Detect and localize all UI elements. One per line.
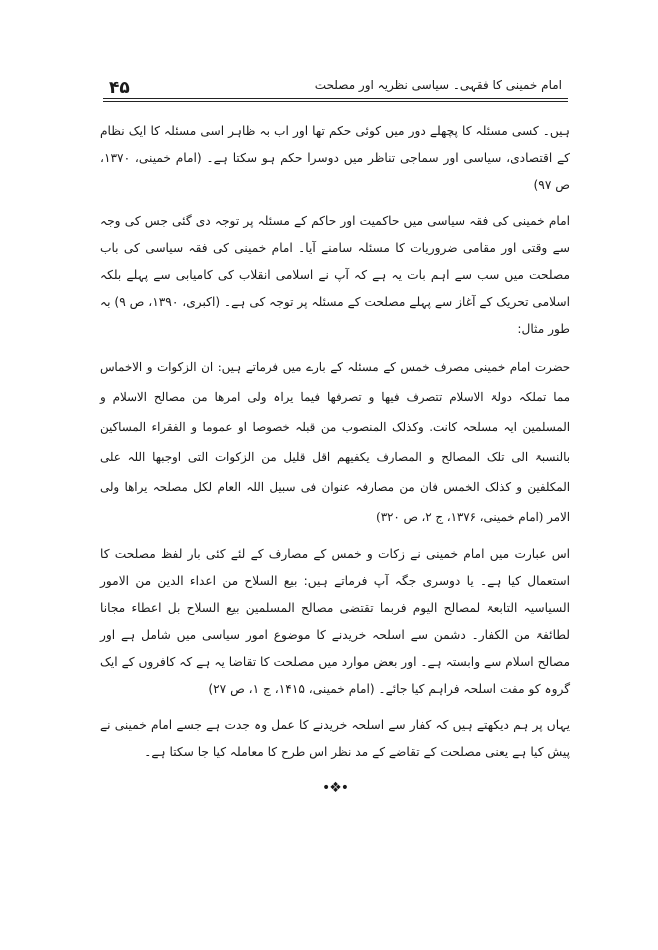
paragraph-khums-quote: حضرت امام خمینی مصرف خمس کے مسئلہ کے بارے میں فرماتے ہیں: ان الزکوات و الاخماس مما تملکہ دولۃ الاسلام تتصرف فیھا و تصرفھا فیما یراہ ولی امرھا من مصالح الاسلام و المسلمین ایہ مسلحہ کانت. وکذلک المنصوب من قبلہ خصوصا او عموما و الفقراء المساکین بالنسبۃ الی تلک المصالح و المصارف یکفیھم اقل قلیل من الزکوات التی اوجبھا اللہ علی المکلفین و کذلک الخمس فان من مصارفہ عنوان فی سبیل اللہ العام لکل مصلحہ یراھا ولی الامر (امام خمینی، ۱۳۷۶، ج ۲، ص ۳۲۰) [100,360,570,524]
section-end-ornament: •❖• [321,780,349,796]
paragraph-weapons-sale: اس عبارت میں امام خمینی نے زکات و خمس کے مصارف کے لئے کئی بار لفظ مصلحت کا استعمال کیا ہے۔ یا دوسری جگہ آپ فرماتے ہیں: بیع السلاح من اعداء الدین من الامور السیاسیہ التابعۃ لمصالح الیوم فربما تقتضی مصالح المسلمین بیع السلاح بل اعطاء مجانا لطائفۃ من الکفار۔ دشمن سے اسلحہ خریدنے کا موضوع امور سیاسی میں شامل ہے اور مصالح اسلام سے وابستہ ہے۔ اور بعض موارد میں مصلحت کا تقاضا یہ ہے کہ کافروں کے ایک گروہ کو مفت اسلحہ فراہم کیا جائے۔ (امام خمینی، ۱۴۱۵، ج ۱، ص ۲۷) [100,547,570,696]
body-text [100,118,570,802]
paragraph-continuation: ہیں۔ کسی مسئلہ کا پچھلے دور میں کوئی حکم تھا اور اب بہ ظاہر اسی مسئلہ کا ایک نظام کے اقتصادی، سیاسی اور سماجی تناظر میں دوسرا حکم ہو سکتا ہے۔ (امام خمینی، ۱۳۷۰، ص ۹۷) [100,124,570,192]
page-number: ۴۵ [109,78,130,98]
header-rule [103,98,568,99]
paragraph-political-jurisprudence: امام خمینی کی فقہ سیاسی میں حاکمیت اور حاکم کے مسئلہ پر توجہ دی گئی جس کی وجہ سے وقتی اور مقامی ضروریات کا مسئلہ سامنے آیا۔ امام خمینی کی فقہ سیاسی کی باب مصلحت میں سب سے اہم بات یہ ہے کہ آپ نے اسلامی انقلاب کی کامیابی سے پہلے بلکہ اسلامی تحریک کے آغاز سے پہلے مصلحت کے مسئلہ پر توجہ کی ہے۔ (اکبری، ۱۳۹۰، ص ۹) بہ طور مثال: [100,214,570,336]
running-title: امام خمینی کا فقہی۔ سیاسی نظریہ اور مصلحت [314,78,562,92]
paragraph-conclusion: یہاں پر ہم دیکھتے ہیں کہ کفار سے اسلحہ خریدنے کا عمل وہ جدت ہے جسے امام خمینی نے پیش کیا ہے یعنی مصلحت کے تقاضے کے مد نظر اس طرح کا معاملہ کیا جا سکتا ہے۔ [100,718,570,759]
page-header [103,68,568,108]
header-rule-double [103,101,568,102]
